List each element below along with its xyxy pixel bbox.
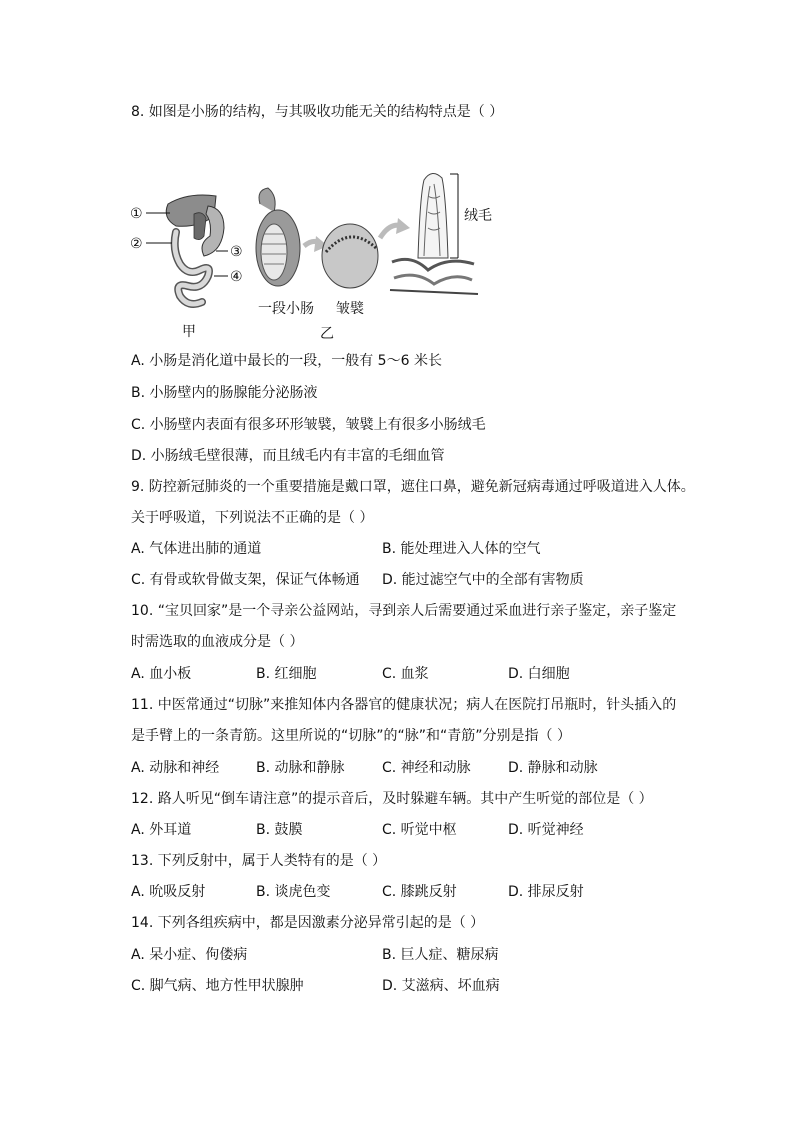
q8-stem: 8. 如图是小肠的结构，与其吸收功能无关的结构特点是（ ）	[131, 104, 504, 120]
q10-option-d: D. 白细胞	[508, 666, 570, 682]
label-yi: 乙	[320, 326, 334, 342]
q9-option-d: D. 能过滤空气中的全部有害物质	[382, 572, 584, 588]
label-segment: 一段小肠	[258, 301, 314, 317]
q12-option-d: D. 听觉神经	[508, 822, 584, 838]
q13-option-a: A. 吮吸反射	[131, 884, 206, 900]
q12-stem: 12. 路人听见“倒车请注意”的提示音后，及时躲避车辆。其中产生听觉的部位是（ ）	[131, 791, 653, 807]
q8-option-d: D. 小肠绒毛壁很薄，而且绒毛内有丰富的毛细血管	[131, 448, 445, 464]
q9-stem-2: 关于呼吸道，下列说法不正确的是（ ）	[131, 510, 374, 526]
label-villi: 绒毛	[464, 208, 492, 224]
q12-option-b: B. 鼓膜	[256, 822, 303, 838]
intestine-segment-diagram	[256, 188, 410, 342]
q14-stem: 14. 下列各组疾病中，都是因激素分泌异常引起的是（ ）	[131, 915, 485, 931]
q12-option-a: A. 外耳道	[131, 822, 192, 838]
q13-option-d: D. 排尿反射	[508, 884, 584, 900]
q9-option-a: A. 气体进出肺的通道	[131, 541, 262, 557]
q11-option-a: A. 动脉和神经	[131, 760, 220, 776]
q14-option-d: D. 艾滋病、坏血病	[382, 978, 500, 994]
q10-option-c: C. 血浆	[382, 666, 429, 682]
q10-stem-1: 10. “宝贝回家”是一个寻亲公益网站，寻到亲人后需要通过采血进行亲子鉴定，亲子鉴定	[131, 603, 677, 619]
q9-option-c: C. 有骨或软骨做支架，保证气体畅通	[131, 572, 360, 588]
q14-option-a: A. 呆小症、佝偻病	[131, 947, 248, 963]
q11-option-b: B. 动脉和静脉	[256, 760, 345, 776]
label-1: ①	[130, 206, 143, 222]
q13-stem: 13. 下列反射中，属于人类特有的是（ ）	[131, 853, 387, 869]
q11-option-c: C. 神经和动脉	[382, 760, 471, 776]
digestive-system-diagram	[130, 195, 243, 340]
label-fold: 皱襞	[336, 301, 364, 317]
small-intestine-figure	[128, 166, 508, 346]
label-4: ④	[230, 269, 243, 285]
q10-option-a: A. 血小板	[131, 666, 192, 682]
q11-option-d: D. 静脉和动脉	[508, 760, 598, 776]
label-jia: 甲	[182, 324, 196, 340]
q12-option-c: C. 听觉中枢	[382, 822, 457, 838]
q9-stem-1: 9. 防控新冠肺炎的一个重要措施是戴口罩，遮住口鼻，避免新冠病毒通过呼吸道进入人体。	[131, 479, 695, 495]
q10-stem-2: 时需选取的血液成分是（ ）	[131, 634, 304, 650]
q11-stem-1: 11. 中医常通过“切脉”来推知体内各器官的健康状况；病人在医院打吊瓶时，针头插入的	[131, 697, 677, 713]
q9-option-b: B. 能处理进入人体的空气	[382, 541, 541, 557]
label-2: ②	[130, 236, 143, 252]
q13-option-b: B. 谈虎色变	[256, 884, 331, 900]
q8-option-b: B. 小肠壁内的肠腺能分泌肠液	[131, 385, 318, 401]
q14-option-c: C. 脚气病、地方性甲状腺肿	[131, 978, 304, 994]
villus-diagram	[390, 173, 492, 294]
q11-stem-2: 是手臂上的一条青筋。这里所说的“切脉”的“脉”和“青筋”分别是指（ ）	[131, 728, 571, 744]
q14-option-b: B. 巨人症、糖尿病	[382, 947, 499, 963]
q8-option-c: C. 小肠壁内表面有很多环形皱襞，皱襞上有很多小肠绒毛	[131, 417, 486, 433]
q13-option-c: C. 膝跳反射	[382, 884, 457, 900]
q8-option-a: A. 小肠是消化道中最长的一段，一般有 5～6 米长	[131, 353, 442, 369]
label-3: ③	[230, 244, 243, 260]
q10-option-b: B. 红细胞	[256, 666, 317, 682]
